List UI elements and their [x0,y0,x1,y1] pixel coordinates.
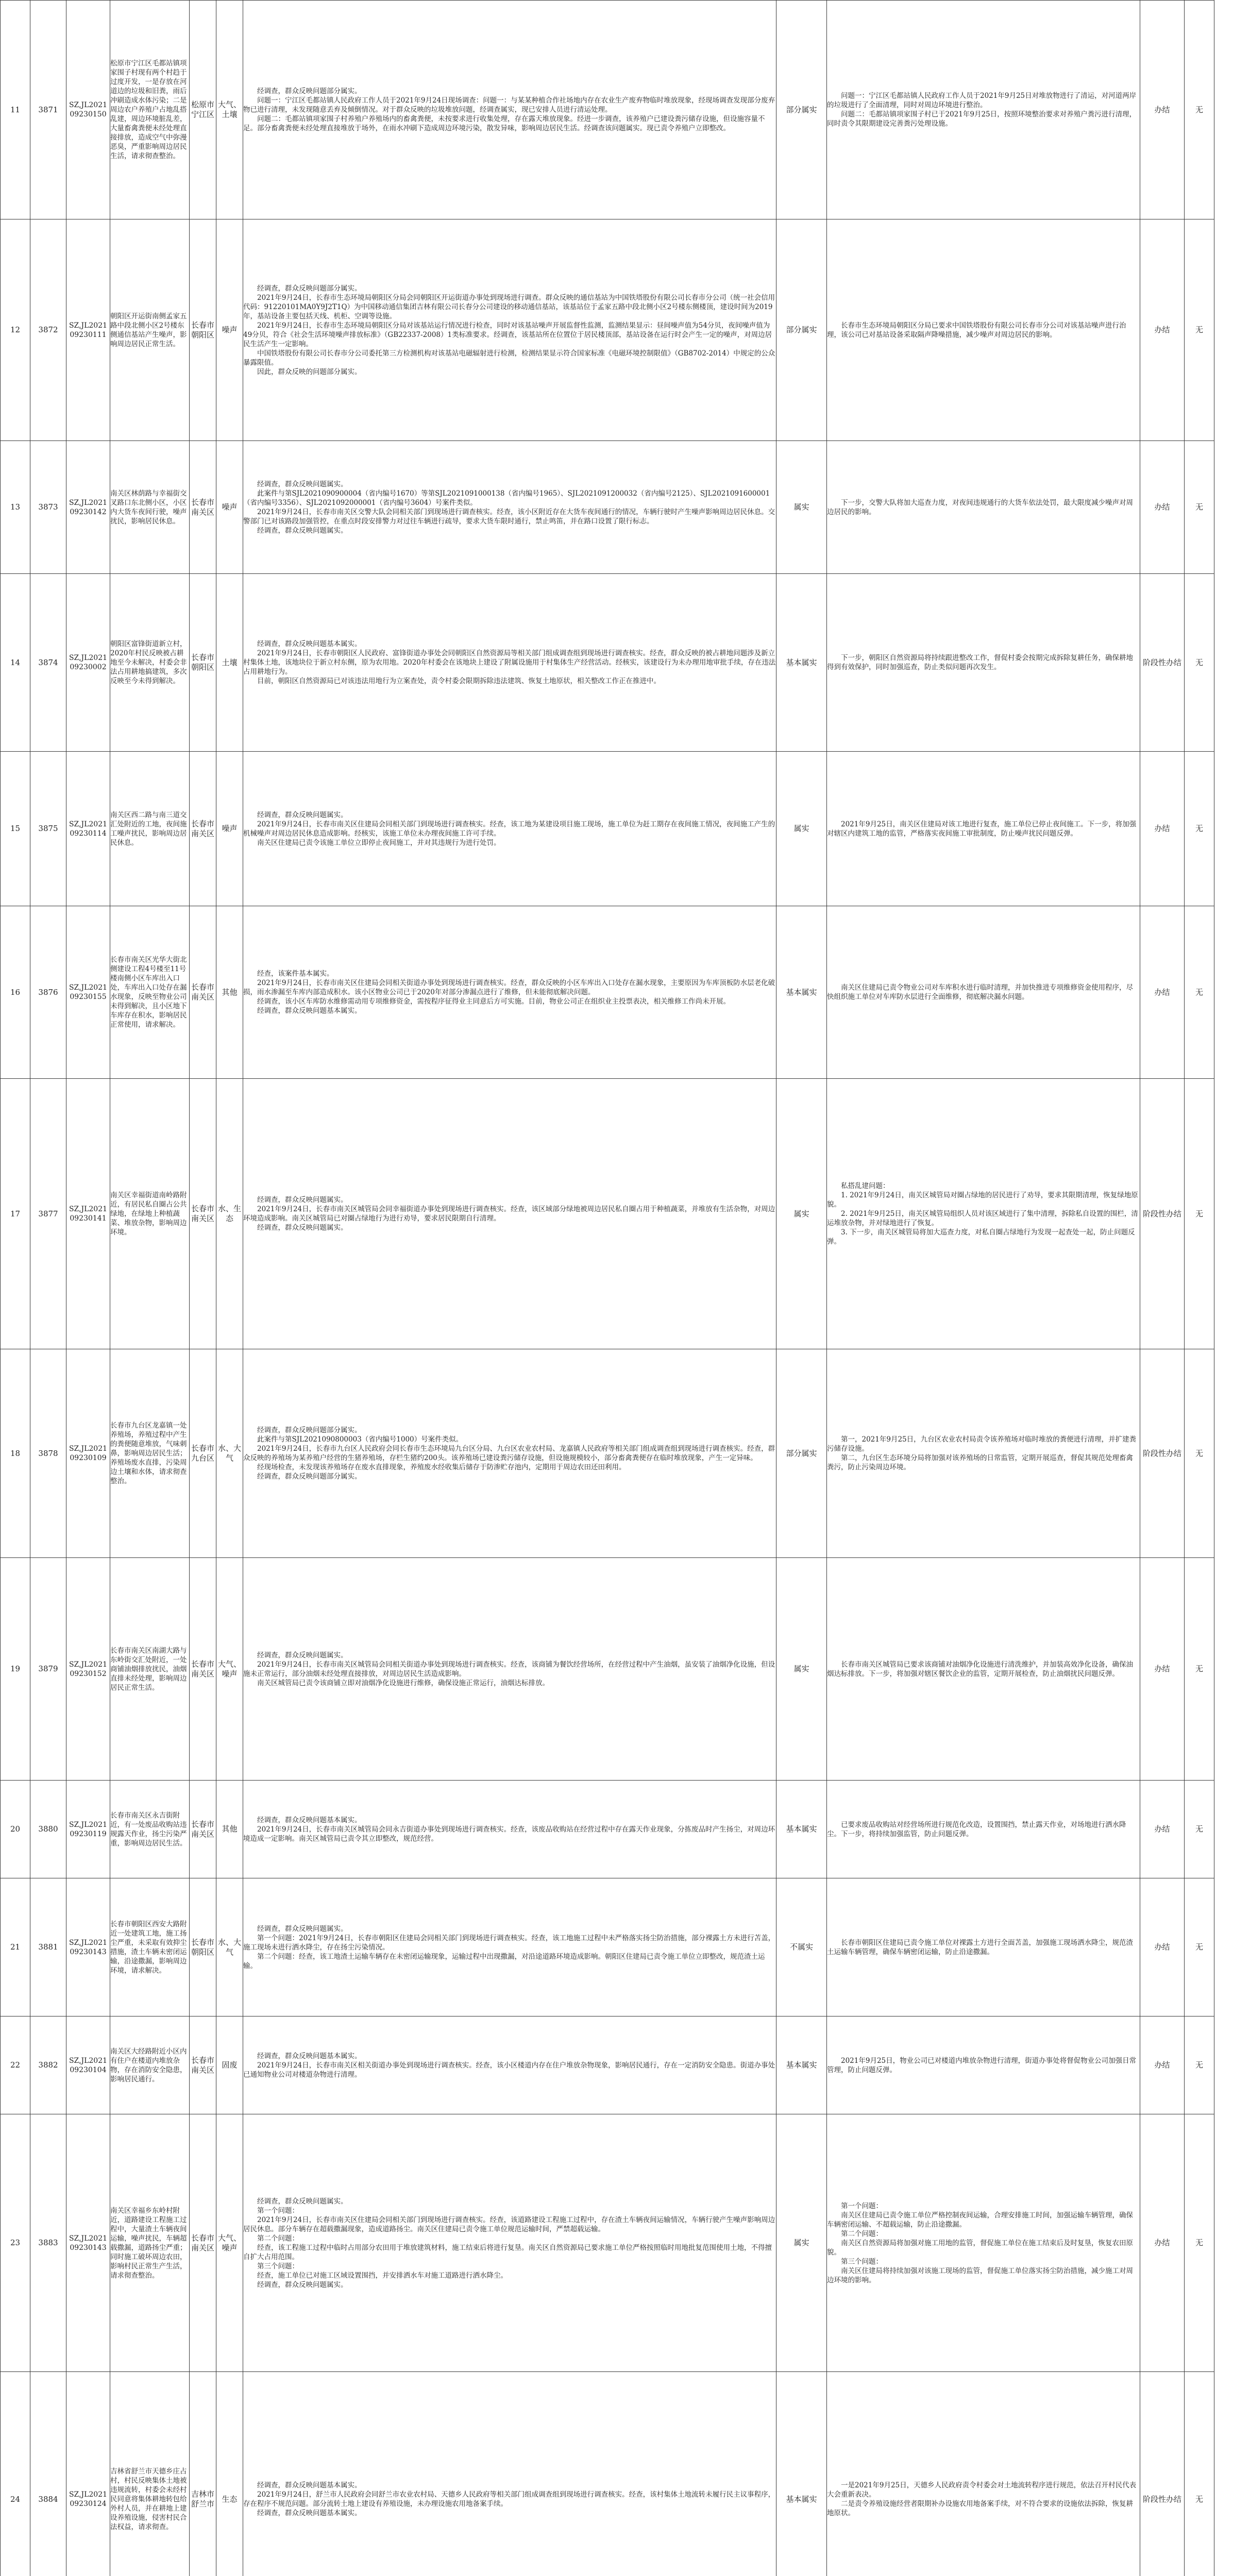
administrative-region: 松原市宁江区 [190,1,216,219]
investigation-paragraph: 2021年9月24日，长春市南关区住建局会同相关部门到现场进行调查核实。经查，该工地为某建设项目施工现场，施工单位为赶工期存在夜间施工情况，夜间施工产生的机械噪声对周边居民休息造成影响。经核实，该施工单位未办理夜间施工许可手续。 [243,820,775,838]
complaint-content: 南关区幸福街道南岭路附近，有居民私自圈占公共绿地，在绿地上种植蔬菜、堆放杂物，影响周边环境。 [110,1079,190,1349]
investigation-paragraph: 此案件与第SJL2021090800003（省内编号1000）号案件类似。 [257,1435,463,1444]
complaint-content: 南关区大经路附近小区内有住户在楼道内堆放杂物，存在消防安全隐患，影响居民通行。 [110,2016,190,2114]
case-status: 办结 [1140,1878,1185,2016]
investigation-paragraph: 经调查，群众反映问题部分属实。 [257,87,362,95]
administrative-region: 长春市南关区 [190,1079,216,1349]
investigation-paragraph: 2021年9月24日，长春市南关区交警大队会同相关部门到现场进行调查核实。经查，该小区附近存在大货车夜间通行的情况，车辆行驶时产生噪声影响周边居民休息。交警部门已对该路段加强管控，在重点时段安排警力对过往车辆进行疏导，要求大货车限时通行，禁止鸣笛，并在路口设置了限行标志。 [243,507,775,526]
investigation-paragraph: 南关区城管局已责令该商铺立即对油烟净化设施进行维修，确保设施正常运行，油烟达标排放。 [257,1679,549,1687]
case-code: SZ,JL2021 09230152 [66,1558,110,1781]
investigation-paragraph: 2021年9月24日，舒兰市人民政府会同舒兰市农业农村局、天德乡人民政府等相关部门组成调查组到现场进行调查核实。经查，该村集体土地流转未履行民主议事程序，存在程序不规范问题。部分流转土地上建设有养殖设施，未办理设施农用地备案手续。 [243,2490,775,2508]
row-sequence: 20 [1,1781,30,1878]
investigation-paragraph: 2021年9月24日，长春市南关区住建局会同相关街道办事处到现场进行调查核实。经查，群众反映的小区车库出入口处存在漏水现象，主要原因为车库顶板防水层老化破损，雨水渗漏至车库内部造成积水。该小区物业公司已于2020年对部分渗漏点进行了维修，但未能彻底解决问题。 [243,979,775,996]
investigation-paragraph: 2021年9月24日，长春市生态环境局朝阳区分局会同朝阳区开运街道办事处到现场进行调查。群众反映的通信基站为中国铁塔股份有限公司长春市分公司（统一社会信用代码：91220101MA0Y9J2T1Q）为中国移动通信集团吉林有限公司长春分公司建设的移动通信基站，该基站位于孟家五路中段北侧小区2号楼东侧楼顶，建设时间为2019年，基站设备主要包括天线、机柜、空调等设施。 [243,293,775,320]
handling-paragraph: 二是责令养殖设施经营者限期补办设施农用地备案手续，对不符合要求的设施依法拆除，恢复耕地原状。 [827,2500,1133,2517]
handling-paragraph: 一是2021年9月25日，天德乡人民政府责令村委会对土地流转程序进行规范，依法召开村民代表大会重新表决。 [827,2481,1137,2499]
investigation-paragraph: 经调查，群众反映问题基本属实。 [257,640,362,648]
investigation-paragraph: 第二个问题：经查，该工地渣土运输车辆存在未密闭运输现象，运输过程中出现撒漏，对沿途道路环境造成影响。朝阳区住建局已责令施工单位立即整改，规范渣土运输。 [243,1952,765,1970]
case-number: 3873 [30,441,66,574]
case-code: SZ,JL2021 09230111 [66,219,110,441]
handling-paragraph: 2021年9月25日，南关区住建局对该工地进行复查，施工单位已停止夜间施工。下一步，将加强对辖区内建筑工地的监管，严格落实夜间施工审批制度，防止噪声扰民问题反弹。 [827,820,1137,838]
case-code: SZ,JL2021 09230002 [66,574,110,752]
table-row [1,574,1250,752]
case-code: SZ,JL2021 09230143 [66,2114,110,2372]
handling-paragraph: 南关区自然资源局将加强对施工用地的监管，督促施工单位在施工结束后及时复垦，恢复农田原貌。 [827,2239,1133,2257]
verification-level: 部分属实 [776,1349,827,1558]
investigation-paragraph: 2021年9月24日，长春市九台区人民政府会同长春市生态环境局九台区分局、九台区农业农村局、龙嘉镇人民政府等相关部门组成调查组到现场进行调查核实。经查，群众反映的养殖场为某养殖户经营的生猪养殖场，存栏生猪约200头。该养殖场已建设粪污储存设施，但设施规模较小，部分畜禽粪便存在临时堆放现象，产生一定异味。 [243,1445,775,1462]
accountability-info: 无 [1185,1878,1214,2016]
investigation-result [243,1878,776,2016]
case-code: SZ,JL2021 09230109 [66,1349,110,1558]
row-sequence: 21 [1,1878,30,2016]
case-status: 办结 [1140,441,1185,574]
investigation-paragraph: 经查，施工单位已对施工区域设置围挡，并安排洒水车对施工道路进行洒水降尘。 [257,2271,508,2280]
case-code: SZ,JL2021 09230104 [66,2016,110,2114]
investigation-result [243,1,776,219]
case-status: 办结 [1140,2016,1185,2114]
accountability-info: 无 [1185,906,1214,1079]
handling-paragraph: 1. 2021年9月24日，南关区城管局对圈占绿地的居民进行了劝导，要求其限期清理，恢复绿地原貌。 [827,1191,1138,1209]
complaint-content: 长春市南关区光华大街北侧建设工程4号楼至11号楼南侧小区车库出入口处，车库出入口处存在漏水现象，反映至物业公司未得到解决，且小区地下车库存在积水，影响居民正常使用，请求解决。 [110,906,190,1079]
complaint-content: 朝阳区开运街南侧孟家五路中段北侧小区2号楼东侧通信基站产生噪声，影响周边居民正常生活。 [110,219,190,441]
complaint-content: 南关区林荫路与幸福街交叉路口东北侧小区，小区内大货车夜间行驶，噪声扰民，影响居民休息。 [110,441,190,574]
complaint-content: 长春市朝阳区西安大路附近一处建筑工地，施工扬尘严重，未采取有效抑尘措施，渣土车辆未密闭运输，沿途撒漏，影响周边环境，请求解决。 [110,1878,190,2016]
administrative-region: 长春市九台区 [190,1349,216,1558]
handling-measures [827,441,1140,574]
investigation-paragraph: 2021年9月24日，长春市朝阳区人民政府、富锋街道办事处会同朝阳区自然资源局等相关部门组成调查组到现场进行调查核实。经查，群众反映的被占耕地问题涉及新立村集体土地，该地块位于新立村东侧，原为农用地。2020年村委会在该地块上建设了附属设施用于村集体生产经营活动。经核实，该建设行为未办理用地审批手续，存在违法占用耕地行为。 [243,649,776,676]
case-code: SZ,JL2021 09230143 [66,1878,110,2016]
handling-paragraph: 第三个问题： [841,2257,883,2266]
investigation-paragraph: 经现场检查，未发现该养殖场存在废水直排现象，养殖废水经收集后储存于防渗贮存池内，定期用于周边农田还田利用。 [257,1463,626,1471]
investigation-paragraph: 2021年9月24日，长春市南关区住建局会同相关部门到现场进行调查核实。经查，该道路建设工程施工过程中，存在渣土车辆夜间运输情况，车辆行驶产生噪声影响周边居民休息。部分车辆存在超载撒漏现象，造成道路扬尘。南关区住建局已责令施工单位规范运输时间，严禁超载运输。 [243,2215,775,2233]
row-sequence: 14 [1,574,30,752]
accountability-info: 无 [1185,752,1214,906]
handling-paragraph: 下一步，交警大队将加大巡查力度，对夜间违规通行的大货车依法处罚，最大限度减少噪声对周边居民的影响。 [827,498,1133,516]
handling-paragraph: 长春市南关区城管局已要求该商铺对油烟净化设施进行清洗维护，并加装高效净化设备，确保油烟达标排放。下一步，将加强对辖区餐饮企业的监管，定期开展检查，防止油烟扰民问题反弹。 [827,1660,1133,1678]
pollution-type: 噪声 [216,752,243,906]
table-row [1,1558,1250,1781]
investigation-paragraph: 2021年9月24日，长春市南关区城管局会同相关街道办事处到现场进行调查核实。经查，该商铺为餐饮经营场所，在经营过程中产生油烟，虽安装了油烟净化设施，但设施未正常运行，部分油烟未经处理直接排放，对周边居民生活造成影响。 [243,1660,775,1678]
administrative-region: 长春市南关区 [190,1558,216,1781]
investigation-paragraph: 因此，群众反映的问题部分属实。 [257,367,362,376]
case-status: 阶段性办结 [1140,2372,1185,2576]
verification-level: 属实 [776,1079,827,1349]
case-code: SZ,JL2021 09230119 [66,1781,110,1878]
pollution-type: 土壤 [216,574,243,752]
investigation-paragraph: 经调查，群众反映问题属实。 [257,1651,348,1659]
investigation-paragraph: 经调查，该小区车库防水维修需动用专项维修资金，需按程序征得业主同意后方可实施。目前，物业公司正在组织业主投票表决，相关维修工作尚未开展。 [257,997,730,1006]
handling-paragraph: 问题一：宁江区毛都站镇人民政府工作人员于2021年9月25日对堆放物进行了清运，对河道两岸的垃圾进行了全面清理，同时对周边环境进行整治。 [827,92,1137,109]
case-code: SZ,JL2021 09230142 [66,441,110,574]
investigation-paragraph: 2021年9月24日，长春市生态环境局朝阳区分局对该基站运行情况进行检查，同时对该基站噪声开展监督性监测，监测结果显示：昼间噪声值为54分贝，夜间噪声值为49分贝，符合《社会生活环境噪声排放标准》（GB22337-2008）1类标准要求。经调查，该基站所在位置位于居民楼顶部，基站设备在运行时会产生一定的噪声，对周边居民生活产生一定影响。 [243,321,772,348]
investigation-paragraph: 经调查，群众反映问题属实。 [257,1196,348,1204]
investigation-result [243,2114,776,2372]
administrative-region: 长春市南关区 [190,1781,216,1878]
investigation-paragraph: 经调查，群众反映问题属实。 [257,526,348,535]
investigation-paragraph: 目前，朝阳区自然资源局已对该违法用地行为立案查处，责令村委会限期拆除违法建筑、恢复土地原状，相关整改工作正在推进中。 [257,677,661,685]
table-row [1,1781,1250,1878]
table-row [1,2372,1250,2576]
verification-level: 基本属实 [776,2016,827,2114]
table-row [1,906,1250,1079]
case-number: 3875 [30,752,66,906]
verification-level: 属实 [776,441,827,574]
handling-measures [827,752,1140,906]
administrative-region: 长春市南关区 [190,2016,216,2114]
complaint-content: 松原市宁江区毛都站镇项家围子村现有两个村趋于过度开发，一是存放在河道边的垃圾和旧粪，雨后冲刷造成水体污染；二是周边农户养殖户占地乱搭乱建，周边环境脏乱差，大量畜禽粪便未经处理直接排放，造成空气中弥漫恶臭，严重影响周边居民生活，请求彻查整治。 [110,1,190,219]
case-code: SZ,JL2021 09230114 [66,752,110,906]
pollution-type: 大气、噪声 [216,2114,243,2372]
accountability-info: 无 [1185,574,1214,752]
handling-paragraph: 下一步，朝阳区自然资源局将持续跟进整改工作，督促村委会按期完成拆除复耕任务，确保耕地得到有效保护，同时加强巡查，防止类似问题再次发生。 [827,654,1133,671]
row-sequence: 23 [1,2114,30,2372]
investigation-result [243,752,776,906]
handling-paragraph: 问题二：毛都站镇项家围子村已于2021年9月25日，按照环境整治要求对养殖户粪污进行清理，同时责令其限期建设完善粪污处理设施。 [827,110,1137,128]
investigation-paragraph: 经调查，群众反映问题属实。 [257,2197,348,2206]
case-code: SZ,JL2021 09230124 [66,2372,110,2576]
handling-paragraph: 第二，九台区生态环境分局将加强对该养殖场的日常监管，定期开展巡查，督促其规范处理畜禽粪污，防止污染周边环境。 [827,1454,1133,1471]
table-row [1,1079,1250,1349]
case-number: 3884 [30,2372,66,2576]
investigation-paragraph: 南关区住建局已责令该施工单位立即停止夜间施工，并对其违规行为进行处罚。 [257,838,501,847]
table-row [1,1878,1250,2016]
table-row [1,1349,1250,1558]
investigation-result [243,441,776,574]
case-number: 3871 [30,1,66,219]
complaint-rows [1,1,1250,2576]
row-sequence: 15 [1,752,30,906]
handling-paragraph: 第一，2021年9月25日，九台区农业农村局责令该养殖场对临时堆放的粪便进行清理，并扩建粪污储存设施。 [827,1435,1137,1453]
complaint-content: 朝阳区富锋街道新立村，2020年村民反映被占耕地至今未解决，村委会非法占用耕地搞建筑，多次反映至今未得到解决。 [110,574,190,752]
administrative-region: 长春市南关区 [190,2114,216,2372]
table-row [1,441,1250,574]
investigation-paragraph: 经调查，群众反映问题属实。 [257,810,348,819]
investigation-result [243,219,776,441]
case-code: SZ,JL2021 09230141 [66,1079,110,1349]
investigation-paragraph: 第二个问题： [257,2234,299,2243]
verification-level: 基本属实 [776,906,827,1079]
handling-paragraph: 长春市朝阳区住建局已责令施工单位对裸露土方进行全面苫盖，加强施工现场洒水降尘，规范渣土运输车辆管理，确保车辆密闭运输，防止沿途撒漏。 [827,1938,1133,1956]
handling-measures [827,219,1140,441]
table-row [1,1,1250,219]
handling-measures [827,1079,1140,1349]
table-row [1,2016,1250,2114]
handling-measures [827,1558,1140,1781]
pollution-type: 固废 [216,2016,243,2114]
accountability-info: 无 [1185,1079,1214,1349]
pollution-type: 噪声 [216,441,243,574]
case-number: 3878 [30,1349,66,1558]
investigation-paragraph: 经查，该工程施工过程中临时占用部分农田用于堆放建筑材料，施工结束后将进行复垦。南关区自然资源局已要求施工单位严格按照临时用地批复范围使用土地，不得擅自扩大占用范围。 [243,2243,772,2261]
investigation-paragraph: 经调查，群众反映问题属实。 [257,1924,348,1933]
case-number: 3874 [30,574,66,752]
investigation-paragraph: 2021年9月24日，长春市南关区城管局会同幸福街道办事处到现场进行调查核实。经查，该区域部分绿地被周边居民私自圈占用于种植蔬菜，并堆放有生活杂物，对周边环境造成影响。南关区城管局已对圈占绿地行为进行劝导，要求居民限期自行清理。 [243,1205,775,1223]
accountability-info: 无 [1185,1349,1214,1558]
verification-level: 属实 [776,752,827,906]
verification-level: 基本属实 [776,574,827,752]
investigation-result [243,1349,776,1558]
investigation-result [243,906,776,1079]
case-status: 办结 [1140,2114,1185,2372]
row-sequence: 11 [1,1,30,219]
handling-paragraph: 第一个问题： [841,2201,883,2210]
case-status: 阶段性办结 [1140,1349,1185,1558]
accountability-info: 无 [1185,2114,1214,2372]
administrative-region: 长春市朝阳区 [190,1878,216,2016]
handling-measures [827,1781,1140,1878]
administrative-region: 长春市南关区 [190,441,216,574]
investigation-paragraph: 经调查，群众反映问题基本属实。 [257,2481,362,2489]
case-number: 3883 [30,2114,66,2372]
administrative-region: 长春市朝阳区 [190,219,216,441]
verification-level: 不属实 [776,1878,827,2016]
complaint-content: 吉林省舒兰市天德乡庄占村，村民反映集体土地被违规流转，村委会未经村民同意将集体耕地转包给外村人员，并在耕地上建设养殖设施，侵害村民合法权益，请求彻查。 [110,2372,190,2576]
verification-level: 属实 [776,1558,827,1781]
investigation-result [243,1781,776,1878]
investigation-paragraph: 经调查，群众反映问题部分属实。 [257,1426,362,1434]
case-status: 办结 [1140,1558,1185,1781]
handling-paragraph: 已要求废品收购站对经营场所进行规范化改造，设置围挡，禁止露天作业，对场地进行洒水降尘。下一步，将持续加强监管，防止问题反弹。 [827,1820,1126,1838]
row-sequence: 24 [1,2372,30,2576]
investigation-result [243,2016,776,2114]
accountability-info: 无 [1185,2016,1214,2114]
case-status: 办结 [1140,1,1185,219]
complaint-content: 南关区西二路与南三道交汇处附近的工地，夜间施工噪声扰民，影响周边居民休息。 [110,752,190,906]
accountability-info: 无 [1185,2372,1214,2576]
pollution-type: 生态 [216,2372,243,2576]
handling-paragraph: 第二个问题： [841,2229,883,2238]
pollution-type: 其他 [216,906,243,1079]
investigation-paragraph: 问题一：宁江区毛都站镇人民政府工作人员于2021年9月24日现场调查：问题一：与某某种植合作社场地内存在农业生产废弃物临时堆放现象，经现场调查发现部分废弃物已进行清理，未发现随意丢弃及倾倒情况。对于群众反映的垃圾堆放问题，经调查属实，现已安排人员进行清运处理。 [243,96,775,114]
investigation-paragraph: 第三个问题： [257,2262,299,2270]
pollution-type: 水、大气 [216,1878,243,2016]
row-sequence: 18 [1,1349,30,1558]
investigation-paragraph: 经查，该案件基本属实。 [257,970,334,978]
accountability-info: 无 [1185,441,1214,574]
handling-paragraph: 南关区住建局已责令物业公司对车库积水进行临时清理，并加快推进专项维修资金使用程序，尽快组织施工单位对车库防水层进行全面维修，彻底解决漏水问题。 [827,984,1133,1001]
investigation-paragraph: 经调查，群众反映问题基本属实。 [257,2052,362,2060]
table-row [1,219,1250,441]
investigation-result [243,1558,776,1781]
case-status: 办结 [1140,752,1185,906]
investigation-paragraph: 此案件与第SJL2021090900004（省内编号1670）等第SJL2021091000138（省内编号1965）、SJL2021091200032（省内编号2125）、SJL2021091600001（省内编号3356）、SJL2021092000001（省内编号3604）号案件类似。 [243,489,770,507]
case-number: 3872 [30,219,66,441]
case-status: 办结 [1140,906,1185,1079]
case-number: 3880 [30,1781,66,1878]
investigation-result [243,1079,776,1349]
handling-measures [827,1,1140,219]
handling-measures [827,906,1140,1079]
investigation-paragraph: 经调查，群众反映问题属实。 [257,480,348,488]
investigation-paragraph: 问题二：毛都站镇项家围子村养殖户养殖场内的畜禽粪便，未按要求进行收集处理，存在露天堆放现象。经进一步调查，该养殖户已建设粪污储存设施，但设施容量不足。部分畜禽粪便未经处理直接堆放于场外，在雨水冲刷下造成周边环境污染，散发异味，影响周边居民生活。经调查该问题属实。现已责令养殖户立即整改。 [243,115,765,132]
handling-measures [827,1349,1140,1558]
accountability-info: 无 [1185,1,1214,219]
case-status: 阶段性办结 [1140,574,1185,752]
investigation-paragraph: 中国铁塔股份有限公司长春市分公司委托第三方检测机构对该基站电磁辐射进行检测，检测结果显示符合国家标准《电磁环境控制限值》（GB8702-2014）中规定的公众暴露限值。 [243,349,775,367]
handling-measures [827,1878,1140,2016]
investigation-paragraph: 经调查，群众反映问题基本属实。 [257,1007,362,1015]
row-sequence: 22 [1,2016,30,2114]
handling-paragraph: 私搭乱建问题： [841,1182,890,1190]
investigation-paragraph: 经调查，群众反映问题基本属实。 [257,2509,362,2517]
investigation-paragraph: 第一个问题：2021年9月24日，长春市朝阳区住建局会同相关部门到现场进行调查核实。经查，该工地施工过程中未严格落实扬尘防治措施，部分裸露土方未进行苫盖，施工现场未进行洒水降尘，存在扬尘污染情况。 [243,1934,775,1952]
handling-paragraph: 南关区住建局已责令施工单位严格控制夜间运输，合理安排施工时间，加强运输车辆管理，确保车辆密闭运输、不超载运输，防止沿途撒漏。 [827,2211,1133,2229]
administrative-region: 长春市朝阳区 [190,574,216,752]
case-status: 阶段性办结 [1140,1079,1185,1349]
verification-level: 属实 [776,2114,827,2372]
investigation-paragraph: 第一个问题： [257,2206,299,2215]
case-code: SZ,JL2021 09230155 [66,906,110,1079]
investigation-paragraph: 经调查，群众反映问题部分属实。 [257,284,362,293]
verification-level: 部分属实 [776,1,827,219]
accountability-info: 无 [1185,1558,1214,1781]
handling-paragraph: 长春市生态环境局朝阳区分局已要求中国铁塔股份有限公司长春市分公司对该基站噪声进行治理，该公司已对基站设备采取隔声降噪措施，减少噪声对周边居民的影响。 [827,321,1126,339]
case-number: 3876 [30,906,66,1079]
investigation-paragraph: 经调查，群众反映问题部分属实。 [257,1472,362,1481]
pollution-type: 大气、噪声 [216,1558,243,1781]
investigation-result [243,2372,776,2576]
investigation-result [243,574,776,752]
case-status: 办结 [1140,1781,1185,1878]
investigation-paragraph: 2021年9月24日，长春市南关区相关街道办事处到现场进行调查核实。经查，该小区楼道内存在住户堆放杂物现象，影响居民通行，存在一定消防安全隐患。街道办事处已通知物业公司对楼道杂物进行清理。 [243,2061,775,2079]
table-row [1,752,1250,906]
complaint-content: 南关区幸福乡东岭村附近，道路建设工程施工过程中，大量渣土车辆夜间运输，噪声扰民，车辆超载撒漏，道路扬尘严重；同时施工破坏周边农田，影响村民正常生产生活，请求彻查整治。 [110,2114,190,2372]
pollution-type: 大气、土壤 [216,1,243,219]
case-number: 3882 [30,2016,66,2114]
handling-paragraph: 3. 下一步，南关区城管局将加大巡查力度，对私自圈占绿地行为发现一起查处一起，防止问题反弹。 [827,1228,1135,1246]
row-sequence: 17 [1,1079,30,1349]
complaint-content: 长春市南关区永吉街附近，有一处废品收购站违规露天作业，扬尘污染严重，影响周边居民生活。 [110,1781,190,1878]
handling-measures [827,2016,1140,2114]
case-number: 3877 [30,1079,66,1349]
case-number: 3879 [30,1558,66,1781]
verification-level: 部分属实 [776,219,827,441]
complaint-content: 长春市九台区龙嘉镇一处养殖场，养殖过程中产生的粪便随意堆放，气味刺鼻，影响周边居民生活；养殖场废水直排，污染周边土壤和水体，请求彻查整治。 [110,1349,190,1558]
case-code: SZ,JL2021 09230150 [66,1,110,219]
handling-paragraph: 2. 2021年9月25日，南关区城管局组织人员对该区域进行了集中清理，拆除私自设置的围栏，清运堆放杂物，并对绿地进行了恢复。 [827,1210,1138,1227]
investigation-paragraph: 经调查，群众反映问题属实。 [257,2280,348,2289]
accountability-info: 无 [1185,1781,1214,1878]
handling-measures [827,2372,1140,2576]
verification-level: 基本属实 [776,2372,827,2576]
row-sequence: 16 [1,906,30,1079]
handling-paragraph: 2021年9月25日，物业公司已对楼道内堆放杂物进行清理，街道办事处将督促物业公司加强日常管理，防止问题反弹。 [827,2056,1137,2074]
pollution-type: 水、大气 [216,1349,243,1558]
investigation-paragraph: 经调查，群众反映问题属实。 [257,1224,348,1232]
row-sequence: 12 [1,219,30,441]
administrative-region: 吉林市舒兰市 [190,2372,216,2576]
row-sequence: 19 [1,1558,30,1781]
case-status: 办结 [1140,219,1185,441]
administrative-region: 长春市南关区 [190,906,216,1079]
investigation-paragraph: 2021年9月24日，长春市南关区城管局会同永吉街道办事处到现场进行调查核实。经查，该废品收购站在经营过程中存在露天作业现象，分拣废品时产生扬尘，对周边环境造成一定影响。南关区城管局已责令其立即整改，规范经营。 [243,1825,775,1843]
investigation-paragraph: 经调查，群众反映问题基本属实。 [257,1816,362,1824]
handling-paragraph: 南关区住建局将持续加强对该施工现场的监管，督促施工单位落实扬尘防治措施，减少施工对周边环境的影响。 [827,2266,1133,2284]
pollution-type: 噪声 [216,219,243,441]
pollution-type: 其他 [216,1781,243,1878]
verification-level: 基本属实 [776,1781,827,1878]
accountability-info: 无 [1185,219,1214,441]
row-sequence: 13 [1,441,30,574]
administrative-region: 长春市南关区 [190,752,216,906]
pollution-type: 水、生态 [216,1079,243,1349]
complaint-content: 长春市南关区南湖大路与东岭街交汇处附近，一处商铺油烟排放扰民，油烟直排未经处理，影响周边居民正常生活。 [110,1558,190,1781]
handling-measures [827,574,1140,752]
handling-measures [827,2114,1140,2372]
case-number: 3881 [30,1878,66,2016]
table-row [1,2114,1250,2372]
